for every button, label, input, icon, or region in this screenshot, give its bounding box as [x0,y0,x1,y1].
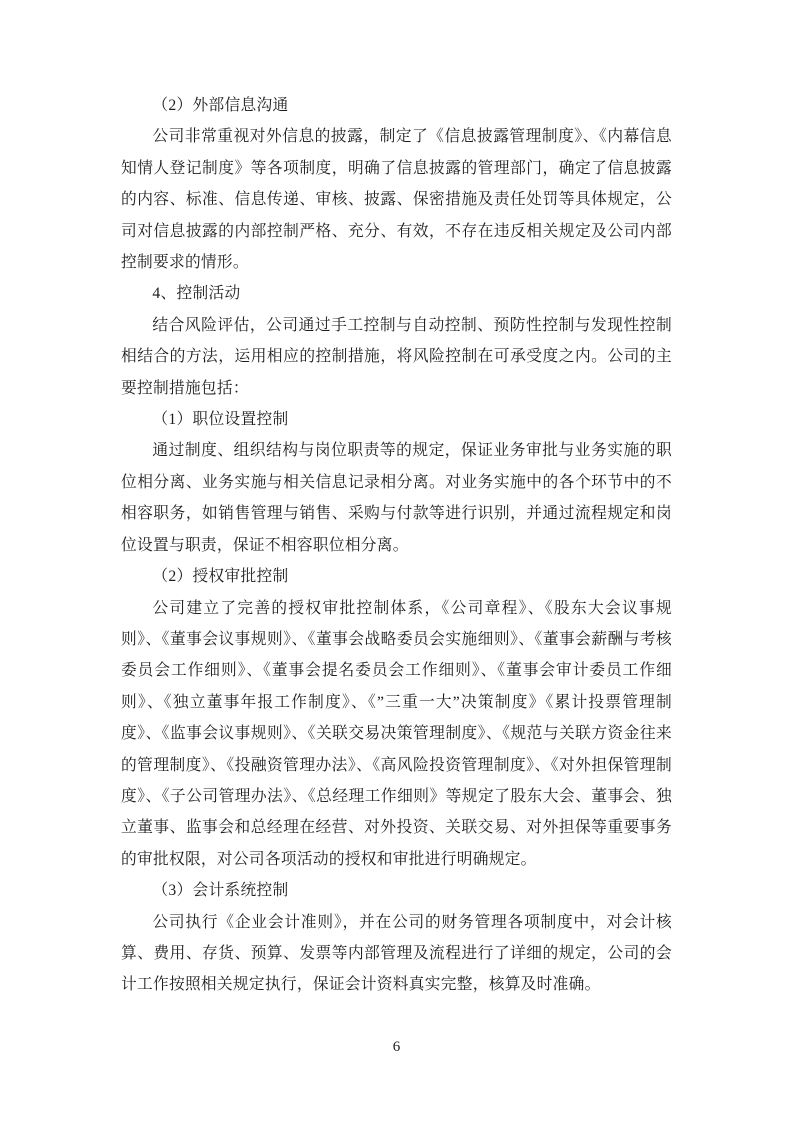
section-heading-external-info-communication: （2）外部信息沟通 [152,97,289,114]
page-number: 6 [392,1039,401,1055]
paragraph-accounting-system-control: 公司执行《企业会计准则》，并在公司的财务管理各项制度中，对会计核算、费用、存货、预算、发票等内部管理及流程进行了详细的规定，公司的会计工作按照相关规定执行，保证会计资料真实完整，核算及时准确。 [121,913,672,994]
section-heading-position-setting-control: （1）职位设置控制 [152,411,289,429]
document-content [121,90,672,1001]
paragraph-position-setting-control: 通过制度、组织结构与岗位职责等的规定，保证业务审批与业务实施的职位相分离、业务实施与相关信息记录相分离。对业务实施中的各个环节中的不相容职务，如销售管理与销售、采购与付款等进行识别，并通过流程规定和岗位设置与职责，保证不相容职位相分离。 [121,442,672,554]
section-heading-accounting-system-control: （3）会计系统控制 [152,882,289,900]
paragraph-authorization-approval-control: 公司建立了完善的授权审批控制体系，《公司章程》、《股东大会议事规则》、《董事会议事规则》、《董事会战略委员会实施细则》、《董事会薪酬与考核委员会工作细则》、《董事会提名委员会工作细则》、《董事会审计委员工作细则》、《独立董事年报工作制度》、《”三重一大”决策制度》《累计投票管理制度》、《监事会议事规则》、《关联交易决策管理制度》、《规范与关联方资金往来的管理制度》、《投融资管理办法》、《高风险投资管理制度》、《对外担保管理制度》、《子公司管理办法》、《总经理工作细则》等规定了股东大会、董事会、独立董事、监事会和总经理在经营、对外投资、关联交易、对外担保等重要事务的审批权限，对公司各项活动的授权和审批进行明确规定。 [121,599,672,868]
paragraph-control-activities-intro: 结合风险评估，公司通过手工控制与自动控制、预防性控制与发现性控制相结合的方法，运用相应的控制措施，将风险控制在可承受度之内。公司的主要控制措施包括： [121,316,672,397]
section-heading-control-activities: 4、控制活动 [152,285,241,303]
paragraph-external-info-disclosure: 公司非常重视对外信息的披露，制定了《信息披露管理制度》、《内幕信息知情人登记制度》等各项制度，明确了信息披露的管理部门，确定了信息披露的内容、标准、信息传递、审核、披露、保密措施及责任处罚等具体规定，公司对信息披露的内部控制严格、充分、有效，不存在违反相关规定及公司内部控制要求的情形。 [121,128,672,272]
section-heading-authorization-approval-control: （2）授权审批控制 [152,568,289,586]
